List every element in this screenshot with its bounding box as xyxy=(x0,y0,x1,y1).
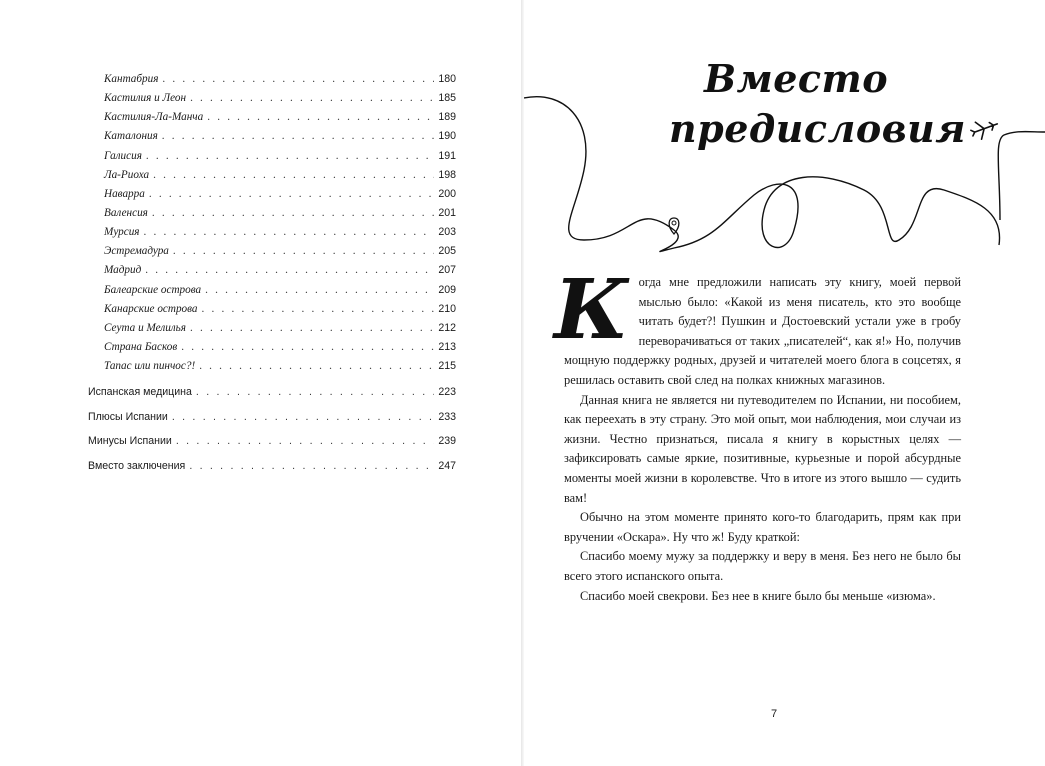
toc-entry xyxy=(88,281,456,300)
toc-entry-page: 207 xyxy=(438,264,456,277)
map-pin-icon xyxy=(669,218,679,234)
toc-entry-title: Канарские острова xyxy=(104,302,198,315)
table-of-contents xyxy=(88,70,456,478)
toc-entry xyxy=(88,429,456,454)
toc-entry-title: Вместо заключения xyxy=(88,459,186,472)
toc-leader-dots xyxy=(207,108,434,127)
toc-entry-page: 198 xyxy=(438,168,456,181)
toc-entry-page: 239 xyxy=(438,435,456,448)
toc-entry-title: Тапас или пинчос?! xyxy=(104,360,196,373)
toc-leader-dots xyxy=(152,204,434,223)
toc-entry-page: 209 xyxy=(438,283,456,296)
toc-entry-page: 191 xyxy=(438,149,456,162)
toc-entry-title: Наварра xyxy=(104,187,145,200)
toc-entry-title: Валенсия xyxy=(104,206,148,219)
toc-entry-page: 180 xyxy=(438,73,456,85)
paragraph-1-text: огда мне предложили написать эту книгу, моей первой мыслью было: «Какой из меня писатель, кто это вообще читать будет?! Пушкин и Достоевский устали уже в гробу переворачиваться от таких „писателей“, как я!» Но, получив мощную поддержку родных, друзей и читателей моего блога в соцсетях, я решилась оставить свой след на полках книжных магазинов. xyxy=(564,275,961,387)
chapter-body xyxy=(554,262,961,606)
toc-leader-dots xyxy=(162,70,434,89)
toc-entry-title: Плюсы Испании xyxy=(88,410,168,423)
toc-entry-page: 190 xyxy=(438,130,456,143)
toc-entry-page: 213 xyxy=(438,340,456,353)
paragraph-5: Спасибо моей свекрови. Без нее в книге было бы меньше «изюма». xyxy=(580,588,936,603)
toc-leader-dots xyxy=(173,242,434,261)
toc-leader-dots xyxy=(146,147,434,166)
toc-leader-dots xyxy=(199,357,434,376)
toc-entry-page: 247 xyxy=(438,459,456,472)
toc-entry-title: Сеута и Мелилья xyxy=(104,321,186,334)
toc-entry xyxy=(88,380,456,405)
toc-leader-dots xyxy=(190,319,434,338)
toc-entry-title: Мурсия xyxy=(104,226,140,239)
toc-entry xyxy=(88,204,456,223)
toc-leader-dots xyxy=(172,405,434,430)
toc-leader-dots xyxy=(190,89,434,108)
toc-entry xyxy=(88,338,456,357)
left-page xyxy=(0,0,522,766)
toc-leader-dots xyxy=(181,338,434,357)
toc-entry-title: Каталония xyxy=(104,130,158,143)
toc-entry-title: Галисия xyxy=(104,149,142,162)
toc-leader-dots xyxy=(189,454,434,479)
toc-leader-dots xyxy=(202,300,435,319)
toc-entry xyxy=(88,185,456,204)
title-line-2: предисловия xyxy=(669,106,967,151)
toc-entry-page: 203 xyxy=(438,226,456,239)
right-page xyxy=(524,0,1045,766)
toc-leader-dots xyxy=(145,261,434,280)
toc-entry-title: Кастилия-Ла-Манча xyxy=(104,111,204,124)
toc-entry xyxy=(88,357,456,376)
toc-entry-page: 233 xyxy=(438,410,456,423)
paragraph-2: Данная книга не является ни путеводителем по Испании, ни пособием, как переехать в эту страну. Это мой опыт, мои наблюдения, мои случаи из жизни. Честно признаться, писала я книгу в корыстных целях — зафиксировать самые яркие, позитивные, курьезные и порой абсурдные моменты моей жизни в королевстве. Что в итоге из этого вышло — судить вам! xyxy=(564,392,961,505)
toc-leader-dots xyxy=(196,380,434,405)
toc-entry-title: Эстремадура xyxy=(104,245,169,258)
page-number: 7 xyxy=(771,708,778,720)
airplane-icon xyxy=(969,115,1001,141)
toc-entry xyxy=(88,127,456,146)
toc-entry-page: 185 xyxy=(438,92,456,105)
toc-entry-page: 215 xyxy=(438,360,456,373)
toc-entry xyxy=(88,454,456,479)
toc-entry xyxy=(88,405,456,430)
toc-entry-page: 210 xyxy=(438,302,456,315)
toc-entry xyxy=(88,70,456,89)
toc-leader-dots xyxy=(153,166,434,185)
toc-entry xyxy=(88,89,456,108)
toc-leader-dots xyxy=(162,127,435,146)
paragraph-4: Спасибо моему мужу за поддержку и веру в меня. Без него не было бы всего этого испанского опыта. xyxy=(564,549,961,583)
toc-entry-page: 223 xyxy=(438,386,456,399)
toc-entry-title: Страна Басков xyxy=(104,340,178,353)
toc-entry xyxy=(88,147,456,166)
toc-entry xyxy=(88,300,456,319)
toc-entry-page: 189 xyxy=(438,111,456,124)
toc-entry xyxy=(88,166,456,185)
toc-entry-page: 205 xyxy=(438,245,456,258)
paragraph-1 xyxy=(554,262,961,391)
toc-entry-title: Мадрид xyxy=(104,264,142,277)
toc-entry-title: Испанская медицина xyxy=(88,386,192,399)
toc-entry xyxy=(88,223,456,242)
paragraph-3: Обычно на этом моменте принято кого-то благодарить, прям как при вручении «Оскара». Ну что ж! Буду краткой: xyxy=(564,510,961,544)
toc-entry-title: Кастилия и Леон xyxy=(104,92,187,105)
toc-leader-dots xyxy=(176,429,434,454)
drop-cap: К xyxy=(554,262,629,358)
toc-entry xyxy=(88,108,456,127)
toc-entry-page: 201 xyxy=(438,206,456,219)
toc-entry-title: Кантабрия xyxy=(104,73,159,85)
toc-entry-title: Ла-Риоха xyxy=(104,168,150,181)
toc-entry-title: Минусы Испании xyxy=(88,435,172,448)
toc-entry xyxy=(88,319,456,338)
toc-entry-page: 200 xyxy=(438,187,456,200)
toc-leader-dots xyxy=(144,223,435,242)
toc-leader-dots xyxy=(149,185,434,204)
toc-leader-dots xyxy=(205,281,434,300)
title-line-1: Вместо xyxy=(704,56,889,101)
toc-entry-title: Балеарские острова xyxy=(104,283,202,296)
toc-entry-page: 212 xyxy=(438,321,456,334)
toc-entry xyxy=(88,242,456,261)
toc-entry xyxy=(88,261,456,280)
